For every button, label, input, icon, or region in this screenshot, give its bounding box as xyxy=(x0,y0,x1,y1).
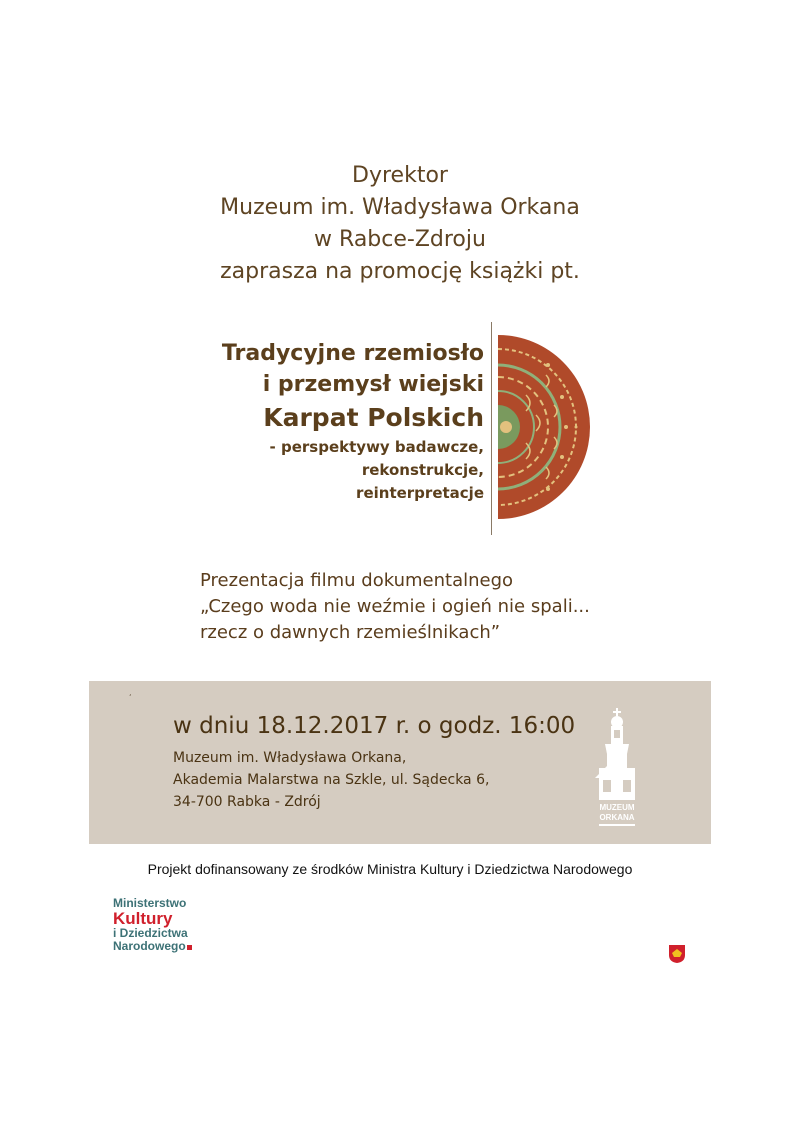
ministry-red-dot xyxy=(187,945,192,950)
ministry-line1: Ministerstwo xyxy=(113,896,187,910)
book-subtitle-line3: reinterpretacje xyxy=(356,484,484,502)
book-subtitle-line2: rekonstrukcje, xyxy=(361,461,484,479)
ministry-line4 xyxy=(113,940,192,953)
town-crest-icon xyxy=(668,944,686,964)
book-title-line1: Tradycyjne rzemiosło xyxy=(221,341,484,366)
book-title xyxy=(222,338,484,505)
book-title-line2: i przemysł wiejski xyxy=(262,372,484,397)
event-venue xyxy=(173,747,489,813)
book-section xyxy=(0,322,800,537)
book-title-line3: Karpat Polskich xyxy=(263,403,484,432)
folk-pattern-emblem xyxy=(496,335,592,519)
ministry-line3: i Dziedzictwa xyxy=(113,926,188,940)
museum-orkana-logo xyxy=(595,708,639,830)
intro-invitation: zaprasza na promocję książki pt. xyxy=(220,259,580,284)
event-details-band xyxy=(89,681,711,844)
film-title-line1: „Czego woda nie weźmie i ogień nie spali... xyxy=(200,596,590,617)
intro-museum: Muzeum im. Władysława Orkana xyxy=(220,195,580,220)
svg-text:ORKANA: ORKANA xyxy=(599,813,635,822)
film-title-line2: rzecz o dawnych rzemieślnikach” xyxy=(200,622,501,643)
funding-note: Projekt dofinansowany ze środków Ministra Kultury i Dziedzictwa Narodowego xyxy=(147,861,633,877)
intro-block xyxy=(0,160,800,288)
vertical-divider xyxy=(491,322,492,535)
band-mark: ‘ xyxy=(129,693,132,702)
intro-town: w Rabce-Zdroju xyxy=(314,227,486,252)
venue-line3: 34-700 Rabka - Zdrój xyxy=(173,794,321,810)
ministry-line4-text: Narodowego xyxy=(113,939,186,953)
book-subtitle-line1: - perspektywy badawcze, xyxy=(269,438,484,456)
event-date: w dniu 18.12.2017 r. o godz. 16:00 xyxy=(173,713,576,739)
venue-line2: Akademia Malarstwa na Szkle, ul. Sądecka 6, xyxy=(173,772,490,788)
venue-line1: Muzeum im. Władysława Orkana, xyxy=(173,750,407,766)
intro-director: Dyrektor xyxy=(352,163,448,188)
film-intro: Prezentacja filmu dokumentalnego xyxy=(200,570,514,591)
ministry-logo xyxy=(113,897,192,953)
svg-text:MUZEUM: MUZEUM xyxy=(599,803,635,812)
film-section xyxy=(200,568,590,646)
ministry-line2: Kultury xyxy=(113,909,173,928)
